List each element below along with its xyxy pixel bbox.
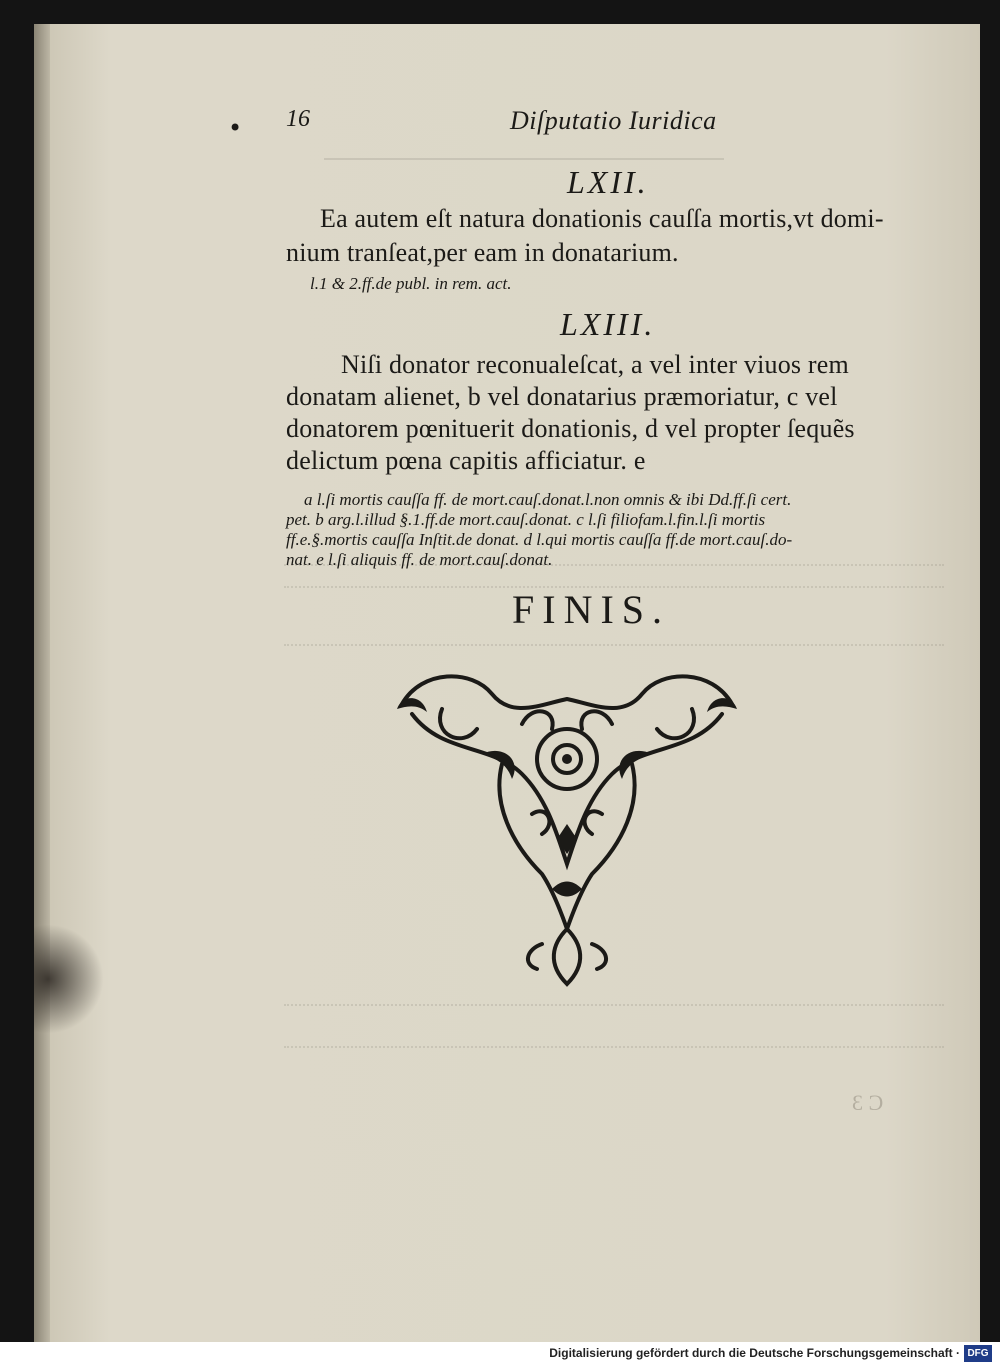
footer-bar [0,1342,1000,1366]
ornament-vignette-icon [382,664,752,994]
dfg-logo: DFG [964,1345,992,1362]
bleed-through: C 3 [852,1090,884,1115]
footer-credit: Digitalisierung gefördert durch die Deutsche Forschungsgemeinschaft · [549,1346,960,1360]
page-gutter [34,24,50,1342]
text-line: nium tranſeat,per eam in donatarium. [286,238,679,267]
bleed-through [284,1004,944,1048]
reference-line: a l.ſi mortis cauſſa ff. de mort.cauſ.donat.l.non omnis & ibi Dd.ff.ſi cert. [304,490,792,509]
page-number: 16 [286,106,310,132]
text-line: Niſi donator reconualeſcat, a vel inter viuos rem [341,350,849,379]
reference-line: l.1 & 2.ff.de publ. in rem. act. [310,274,512,293]
text-line: delictum pœna capitis afficiatur. e [286,446,646,475]
running-title: Diſputatio Iuridica [510,106,717,135]
running-head [34,106,980,146]
page-stain [34,924,104,1034]
text-line: donatam alienet, b vel donatarius præmoriatur, c vel [286,382,838,411]
section-heading: LXII. [567,164,649,200]
text-line: Ea autem eſt natura donationis cauſſa mortis,vt domi- [320,204,884,233]
margin-dot: • [228,114,243,142]
book-page [34,24,980,1342]
finis-heading: FINIS. [512,587,671,632]
reference-line: ff.e.§.mortis cauſſa Inſtit.de donat. d l.qui mortis cauſſa ff.de mort.cauſ.do- [286,530,793,549]
reference-line: nat. e l.ſi aliquis ff. de mort.cauſ.donat. [286,550,553,569]
reference-line: pet. b arg.l.illud §.1.ff.de mort.cauſ.donat. c l.ſi filiofam.l.fin.l.ſi mortis [286,510,766,529]
text-line: donatorem pœnituerit donationis, d vel propter ſequẽs [286,414,855,443]
section-heading: LXIII. [560,306,656,342]
